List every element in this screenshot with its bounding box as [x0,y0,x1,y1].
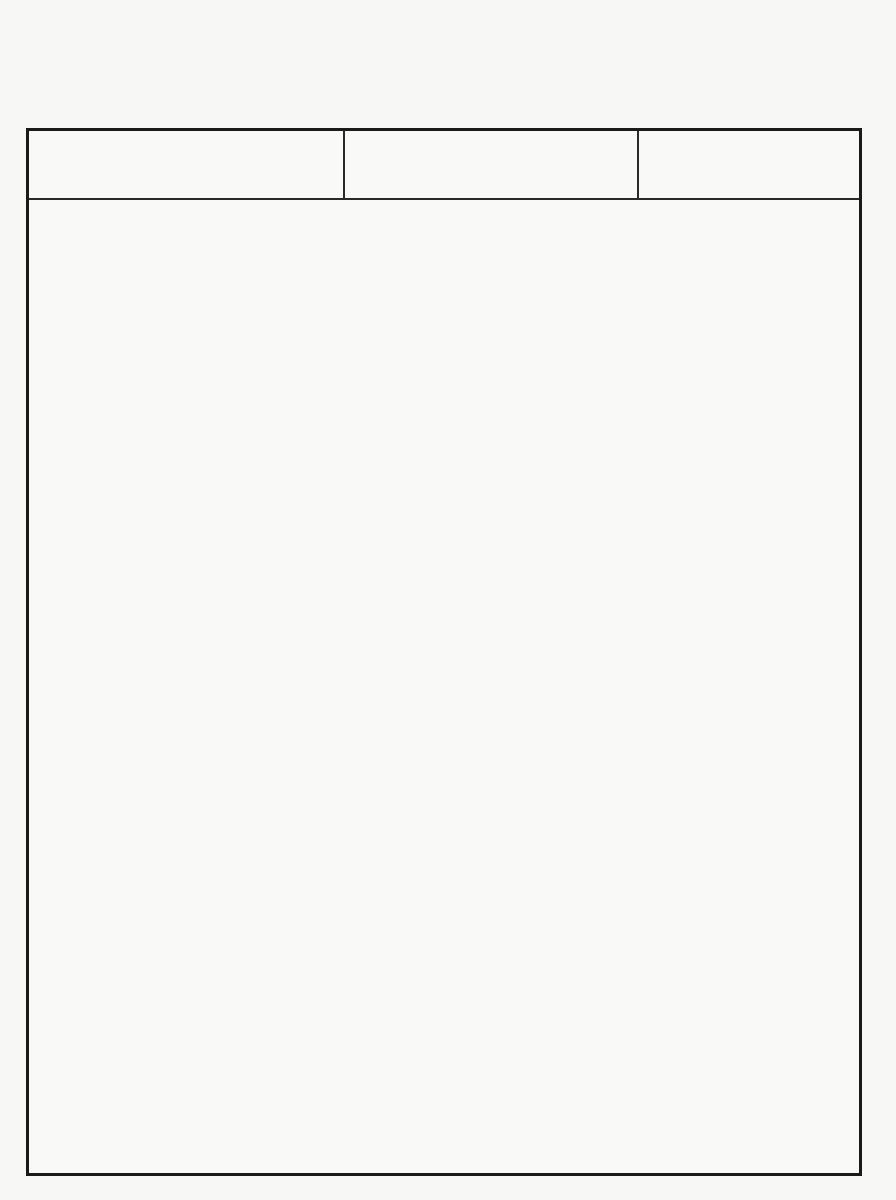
drug-table [26,128,862,1176]
table-header-row [29,131,859,200]
drug-column-header [29,131,345,198]
purpose-column-header [345,131,639,198]
lives-column-header [639,131,859,198]
